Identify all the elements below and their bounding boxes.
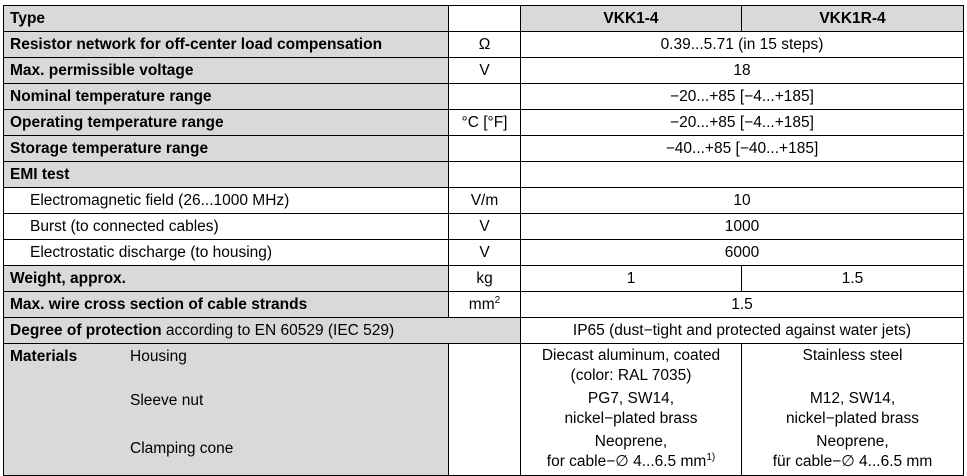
sleeve-vkk1-4 (527, 389, 735, 432)
weight-value-vkk1r-4: 1.5 (742, 266, 964, 292)
voltage-unit: V (449, 58, 521, 84)
burst-unit: V (449, 214, 521, 240)
row-resistor (4, 32, 964, 58)
wire-unit-sup: 2 (494, 294, 501, 306)
wire-label: Max. wire cross section of cable strands (4, 292, 449, 318)
cone-vkk1-4-line1: Neoprene, (594, 433, 668, 450)
row-emi (4, 162, 964, 188)
row-voltage (4, 58, 964, 84)
cone-vkk1r-4-line1: Neoprene, (816, 433, 889, 450)
protection-value: IP65 (dust−tight and protected against water jets) (521, 318, 964, 344)
housing-label: Housing (130, 348, 187, 365)
protection-label (4, 318, 521, 344)
housing-vkk1r-4 (748, 346, 957, 389)
emi-value (521, 162, 964, 188)
row-wire (4, 292, 964, 318)
row-nominal-temp (4, 84, 964, 110)
em-field-label: Electromagnetic field (26...1000 MHz) (4, 188, 449, 214)
sleeve-vkk1-4-line1: PG7, SW14, (587, 390, 675, 407)
voltage-value: 18 (521, 58, 964, 84)
header-unit (449, 6, 521, 32)
row-weight (4, 266, 964, 292)
header-vkk1-4: VKK1-4 (521, 6, 742, 32)
row-em-field (4, 188, 964, 214)
protection-label-bold: Degree of protection (10, 322, 162, 339)
materials-labels (10, 344, 442, 472)
header-row (4, 6, 964, 32)
header-type: Type (4, 6, 449, 32)
nominal-temp-value: −20...+85 [−4...+185] (521, 84, 964, 110)
emi-label: EMI test (4, 162, 449, 188)
materials-vkk1-4 (521, 344, 742, 476)
weight-label: Weight, approx. (4, 266, 449, 292)
esd-value: 6000 (521, 240, 964, 266)
cone-vkk1r-4-line2: für cable−∅ 4...6.5 mm (772, 453, 933, 470)
wire-value: 1.5 (521, 292, 964, 318)
nominal-temp-label: Nominal temperature range (4, 84, 449, 110)
row-operating-temp (4, 110, 964, 136)
wire-unit-base: mm (468, 296, 495, 313)
cone-vkk1r-4 (748, 432, 957, 475)
header-vkk1r-4: VKK1R-4 (742, 6, 964, 32)
burst-value: 1000 (521, 214, 964, 240)
em-field-unit: V/m (449, 188, 521, 214)
operating-temp-value: −20...+85 [−4...+185] (521, 110, 964, 136)
resistor-label: Resistor network for off-center load compensation (4, 32, 449, 58)
resistor-unit: Ω (449, 32, 521, 58)
wire-unit (449, 292, 521, 318)
em-field-value: 10 (521, 188, 964, 214)
operating-temp-label: Operating temperature range (4, 110, 449, 136)
row-storage-temp (4, 136, 964, 162)
storage-temp-value: −40...+85 [−40...+185] (521, 136, 964, 162)
sleeve-vkk1r-4 (748, 389, 957, 432)
sleeve-vkk1r-4-line1: M12, SW14, (809, 390, 896, 407)
materials-unit (449, 344, 521, 476)
materials-vkk1r-4 (742, 344, 964, 476)
weight-value-vkk1-4: 1 (521, 266, 742, 292)
storage-temp-label: Storage temperature range (4, 136, 449, 162)
nominal-temp-unit (449, 84, 521, 110)
row-materials (4, 344, 964, 476)
materials-label: Materials (10, 348, 78, 365)
esd-label: Electrostatic discharge (to housing) (4, 240, 449, 266)
footnote-marker: 1) (706, 451, 716, 463)
row-esd (4, 240, 964, 266)
materials-label-cell (4, 344, 449, 476)
resistor-value: 0.39...5.71 (in 15 steps) (521, 32, 964, 58)
sleeve-vkk1r-4-line2: nickel−plated brass (785, 410, 920, 427)
housing-vkk1-4-line1: Diecast aluminum, coated (541, 347, 721, 364)
spec-table (3, 5, 964, 476)
row-burst (4, 214, 964, 240)
sleeve-vkk1-4-line2: nickel−plated brass (564, 410, 698, 427)
emi-unit (449, 162, 521, 188)
weight-unit: kg (449, 266, 521, 292)
housing-vkk1-4-line2: (color: RAL 7035) (570, 367, 692, 384)
cone-vkk1-4-line2-text: for cable−∅ 4...6.5 mm (546, 453, 707, 470)
sleeve-nut-label: Sleeve nut (130, 392, 204, 409)
esd-unit: V (449, 240, 521, 266)
cone-vkk1-4-line2 (527, 452, 735, 472)
temp-unit: °C [°F] (449, 110, 521, 136)
housing-vkk1-4 (527, 346, 735, 389)
burst-label: Burst (to connected cables) (4, 214, 449, 240)
cone-vkk1-4 (527, 432, 735, 475)
voltage-label: Max. permissible voltage (4, 58, 449, 84)
housing-vkk1r-4-line1: Stainless steel (802, 347, 903, 364)
row-protection (4, 318, 964, 344)
storage-temp-unit (449, 136, 521, 162)
clamping-cone-label: Clamping cone (130, 440, 234, 457)
protection-label-rest: according to EN 60529 (IEC 529) (161, 322, 395, 339)
